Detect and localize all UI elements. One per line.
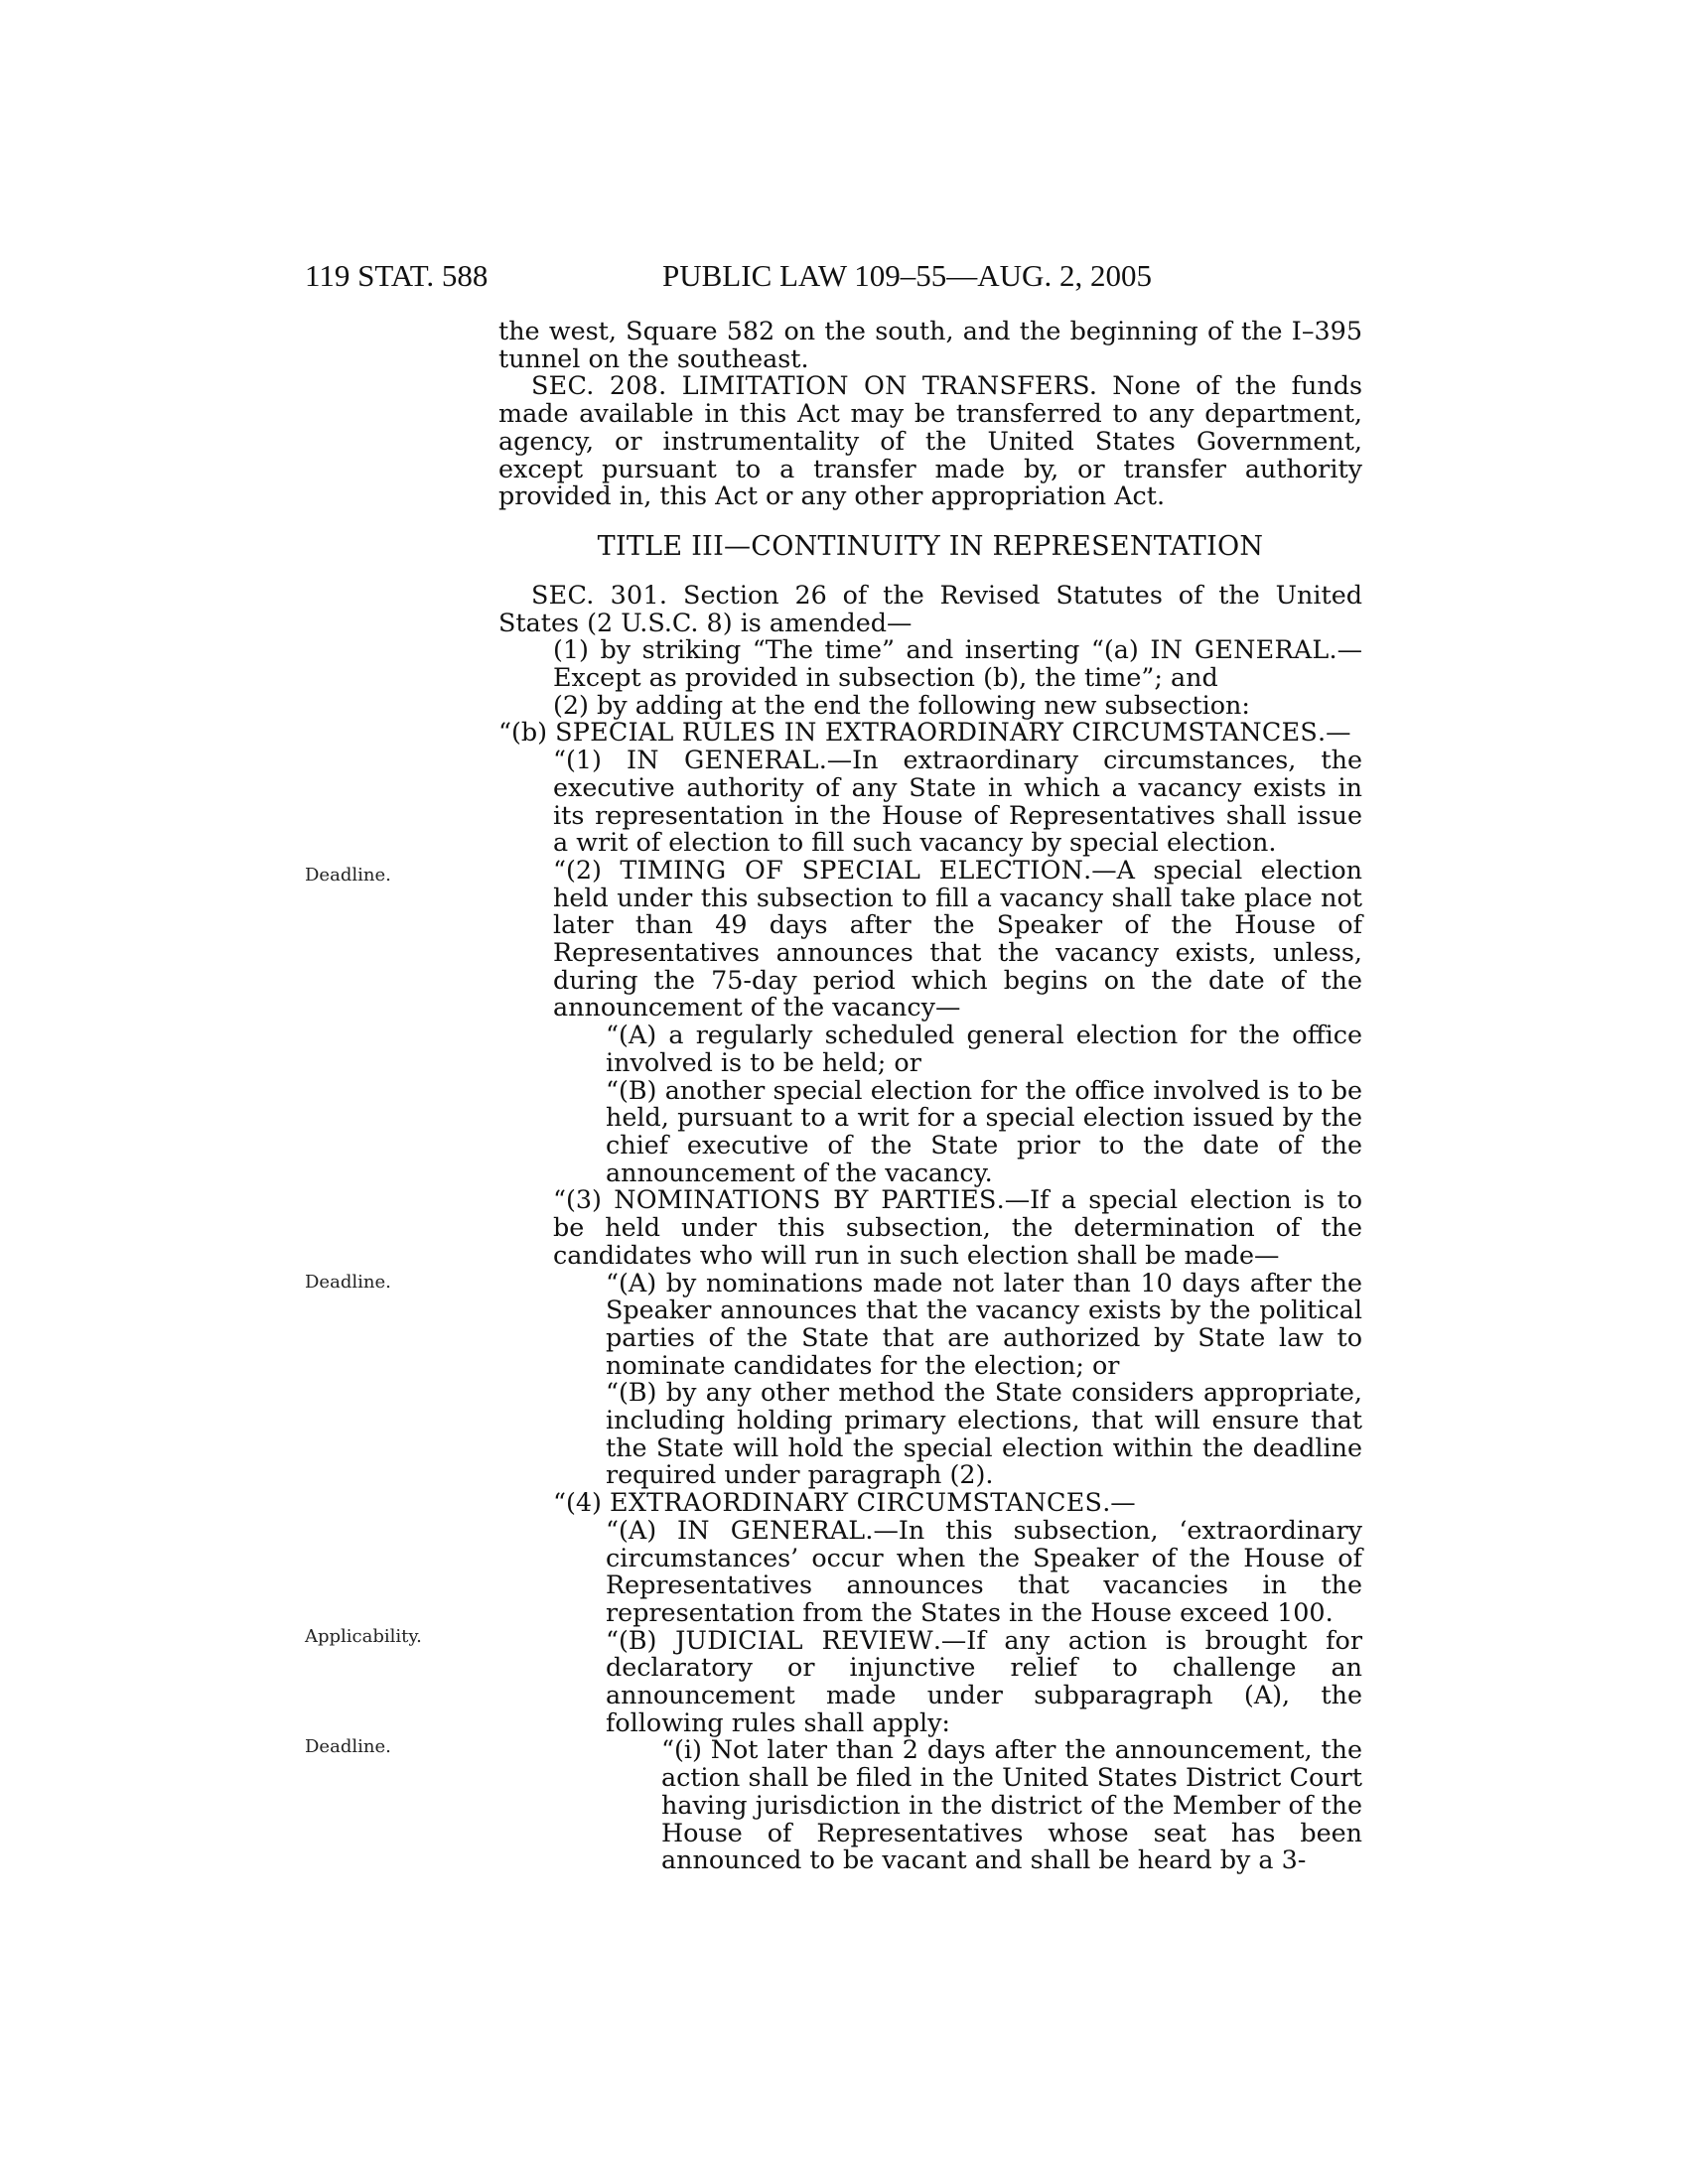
running-head (0, 256, 1688, 296)
subparagraph-b2a: “(A) a regularly scheduled general election for the office involved is to be held; or (606, 1020, 1362, 1077)
subparagraph-b4a-text: .—In this subsection, ‘extraordinary circumstances’ occur when the Speaker of the House of Representatives announces that vacancies in the representation from the States in the House exceed 100. (606, 1514, 1362, 1627)
continued-paragraph: the west, Square 582 on the south, and the beginning of the I–395 tunnel on the southeast. (498, 316, 1362, 373)
item-1-prefix: (1) by striking “The time” and inserting “(a) (553, 634, 1151, 665)
subparagraph-b3a: “(A) by nominations made not later than 10 days after the Speaker announces that the vacancy exists by the political parties of the State that are authorized by State law to nominate candidates for the election; or (606, 1267, 1362, 1380)
item-1 (553, 636, 1362, 691)
paragraph-b3-text: .—If a special election is to be held under this subsection, the determination of the candidates who will run in such election shall be made— (553, 1184, 1362, 1270)
section-301-label: SEC. 301. (531, 579, 668, 610)
law-title: PUBLIC LAW 109–55—AUG. 2, 2005 (662, 258, 1152, 293)
subparagraph-b4a-caption: IN GENERAL (676, 1514, 866, 1545)
subsection-b-heading (498, 719, 1362, 747)
paragraph-b1-caption: IN GENERAL (626, 745, 819, 775)
paragraph-b2-text: .—A special election held under this subsection to fill a vacancy shall take place not later than 49 days after the Speaker of the House of Representatives announces that the vacancy exists, unless, during the 75-day period which begins on the date of the announcement of the vacancy— (553, 854, 1362, 1023)
paragraph-b4-caption: EXTRAORDINARY CIRCUMSTANCES (610, 1487, 1103, 1518)
statute-text (498, 318, 1362, 1874)
item-1-caption: IN GENERAL (1150, 634, 1330, 665)
margin-note-deadline: Deadline. (305, 1736, 391, 1757)
paragraph-b4 (553, 1489, 1362, 1517)
subparagraph-b4b (606, 1624, 1362, 1737)
paragraph-b2-caption: TIMING OF SPECIAL ELECTION (620, 854, 1084, 885)
paragraph-b3-caption: NOMINATIONS BY PARTIES (614, 1184, 997, 1215)
paragraph-b2-prefix: “(2) (553, 854, 621, 885)
margin-note-deadline: Deadline. (305, 865, 391, 886)
subparagraph-b2b: “(B) another special election for the office involved is to be held, pursuant to a writ for a special election issued by the chief executive of the State prior to the date of the announcement of the vacancy. (606, 1074, 1362, 1187)
margin-note-applicability: Applicability. (305, 1626, 422, 1647)
section-301-text: Section 26 of the Revised Statutes of the United States (2 U.S.C. 8) is amended— (498, 579, 1362, 637)
item-2: (2) by adding at the end the following new subsection: (553, 689, 1250, 720)
paragraph-b2 (553, 854, 1362, 1023)
section-208-label: SEC. 208. LIMITATION ON TRANSFERS. (531, 370, 1098, 401)
subsection-b-caption: SPECIAL RULES IN EXTRAORDINARY CIRCUMSTANCES (555, 717, 1319, 748)
subparagraph-b3b: “(B) by any other method the State considers appropriate, including holding primary elections, that will ensure that the State will hold the special election within the deadline required under paragraph (2). (606, 1377, 1362, 1490)
paragraph-b4-dash: .— (1102, 1487, 1136, 1518)
subparagraph-b4a-prefix: “(A) (606, 1514, 677, 1545)
margin-note-deadline: Deadline. (305, 1272, 391, 1293)
paragraph-b3 (553, 1186, 1362, 1269)
section-301 (498, 579, 1362, 637)
subparagraph-b4b-caption: JUDICIAL REVIEW (675, 1624, 933, 1655)
section-208 (498, 372, 1362, 510)
section-208-text: None of the funds made available in this Act may be transferred to any department, agency, or instrumentality of the United States Government, except pursuant to a transfer made by, or transfer authority provided in, this Act or any other appropriation Act. (498, 370, 1362, 511)
paragraph-b1-text: .—In extraordinary circumstances, the executive authority of any State in which a vacancy exists in its representation in the House of Representatives shall issue a writ of election to fill such vacancy by special election. (553, 745, 1362, 858)
subparagraph-b4a (606, 1514, 1362, 1627)
subparagraph-b4b-prefix: “(B) (606, 1624, 676, 1655)
title-heading: TITLE III—CONTINUITY IN REPRESENTATION (597, 530, 1264, 562)
paragraph-b4-prefix: “(4) (553, 1487, 611, 1518)
page-identifier: 119 STAT. 588 (305, 258, 489, 293)
subsection-b-dash: .— (1318, 717, 1351, 748)
clause-b4b-i: “(i) Not later than 2 days after the announcement, the action shall be filed in the United States District Court having jurisdiction in the district of the Member of the House of Representatives whose seat has been announced to be vacant and shall be heard by a 3- (661, 1734, 1362, 1875)
item-1-text: .—Except as provided in subsection (b), the time”; and (553, 634, 1362, 693)
subsection-b-prefix: “(b) (498, 717, 556, 748)
paragraph-b1 (553, 747, 1362, 857)
paragraph-b1-prefix: “(1) (553, 745, 627, 775)
subparagraph-b4b-text: .—If any action is brought for declaratory or injunctive relief to challenge an announcement made under subparagraph (A), the following rules shall apply: (606, 1624, 1362, 1737)
paragraph-b3-prefix: “(3) (553, 1184, 615, 1215)
